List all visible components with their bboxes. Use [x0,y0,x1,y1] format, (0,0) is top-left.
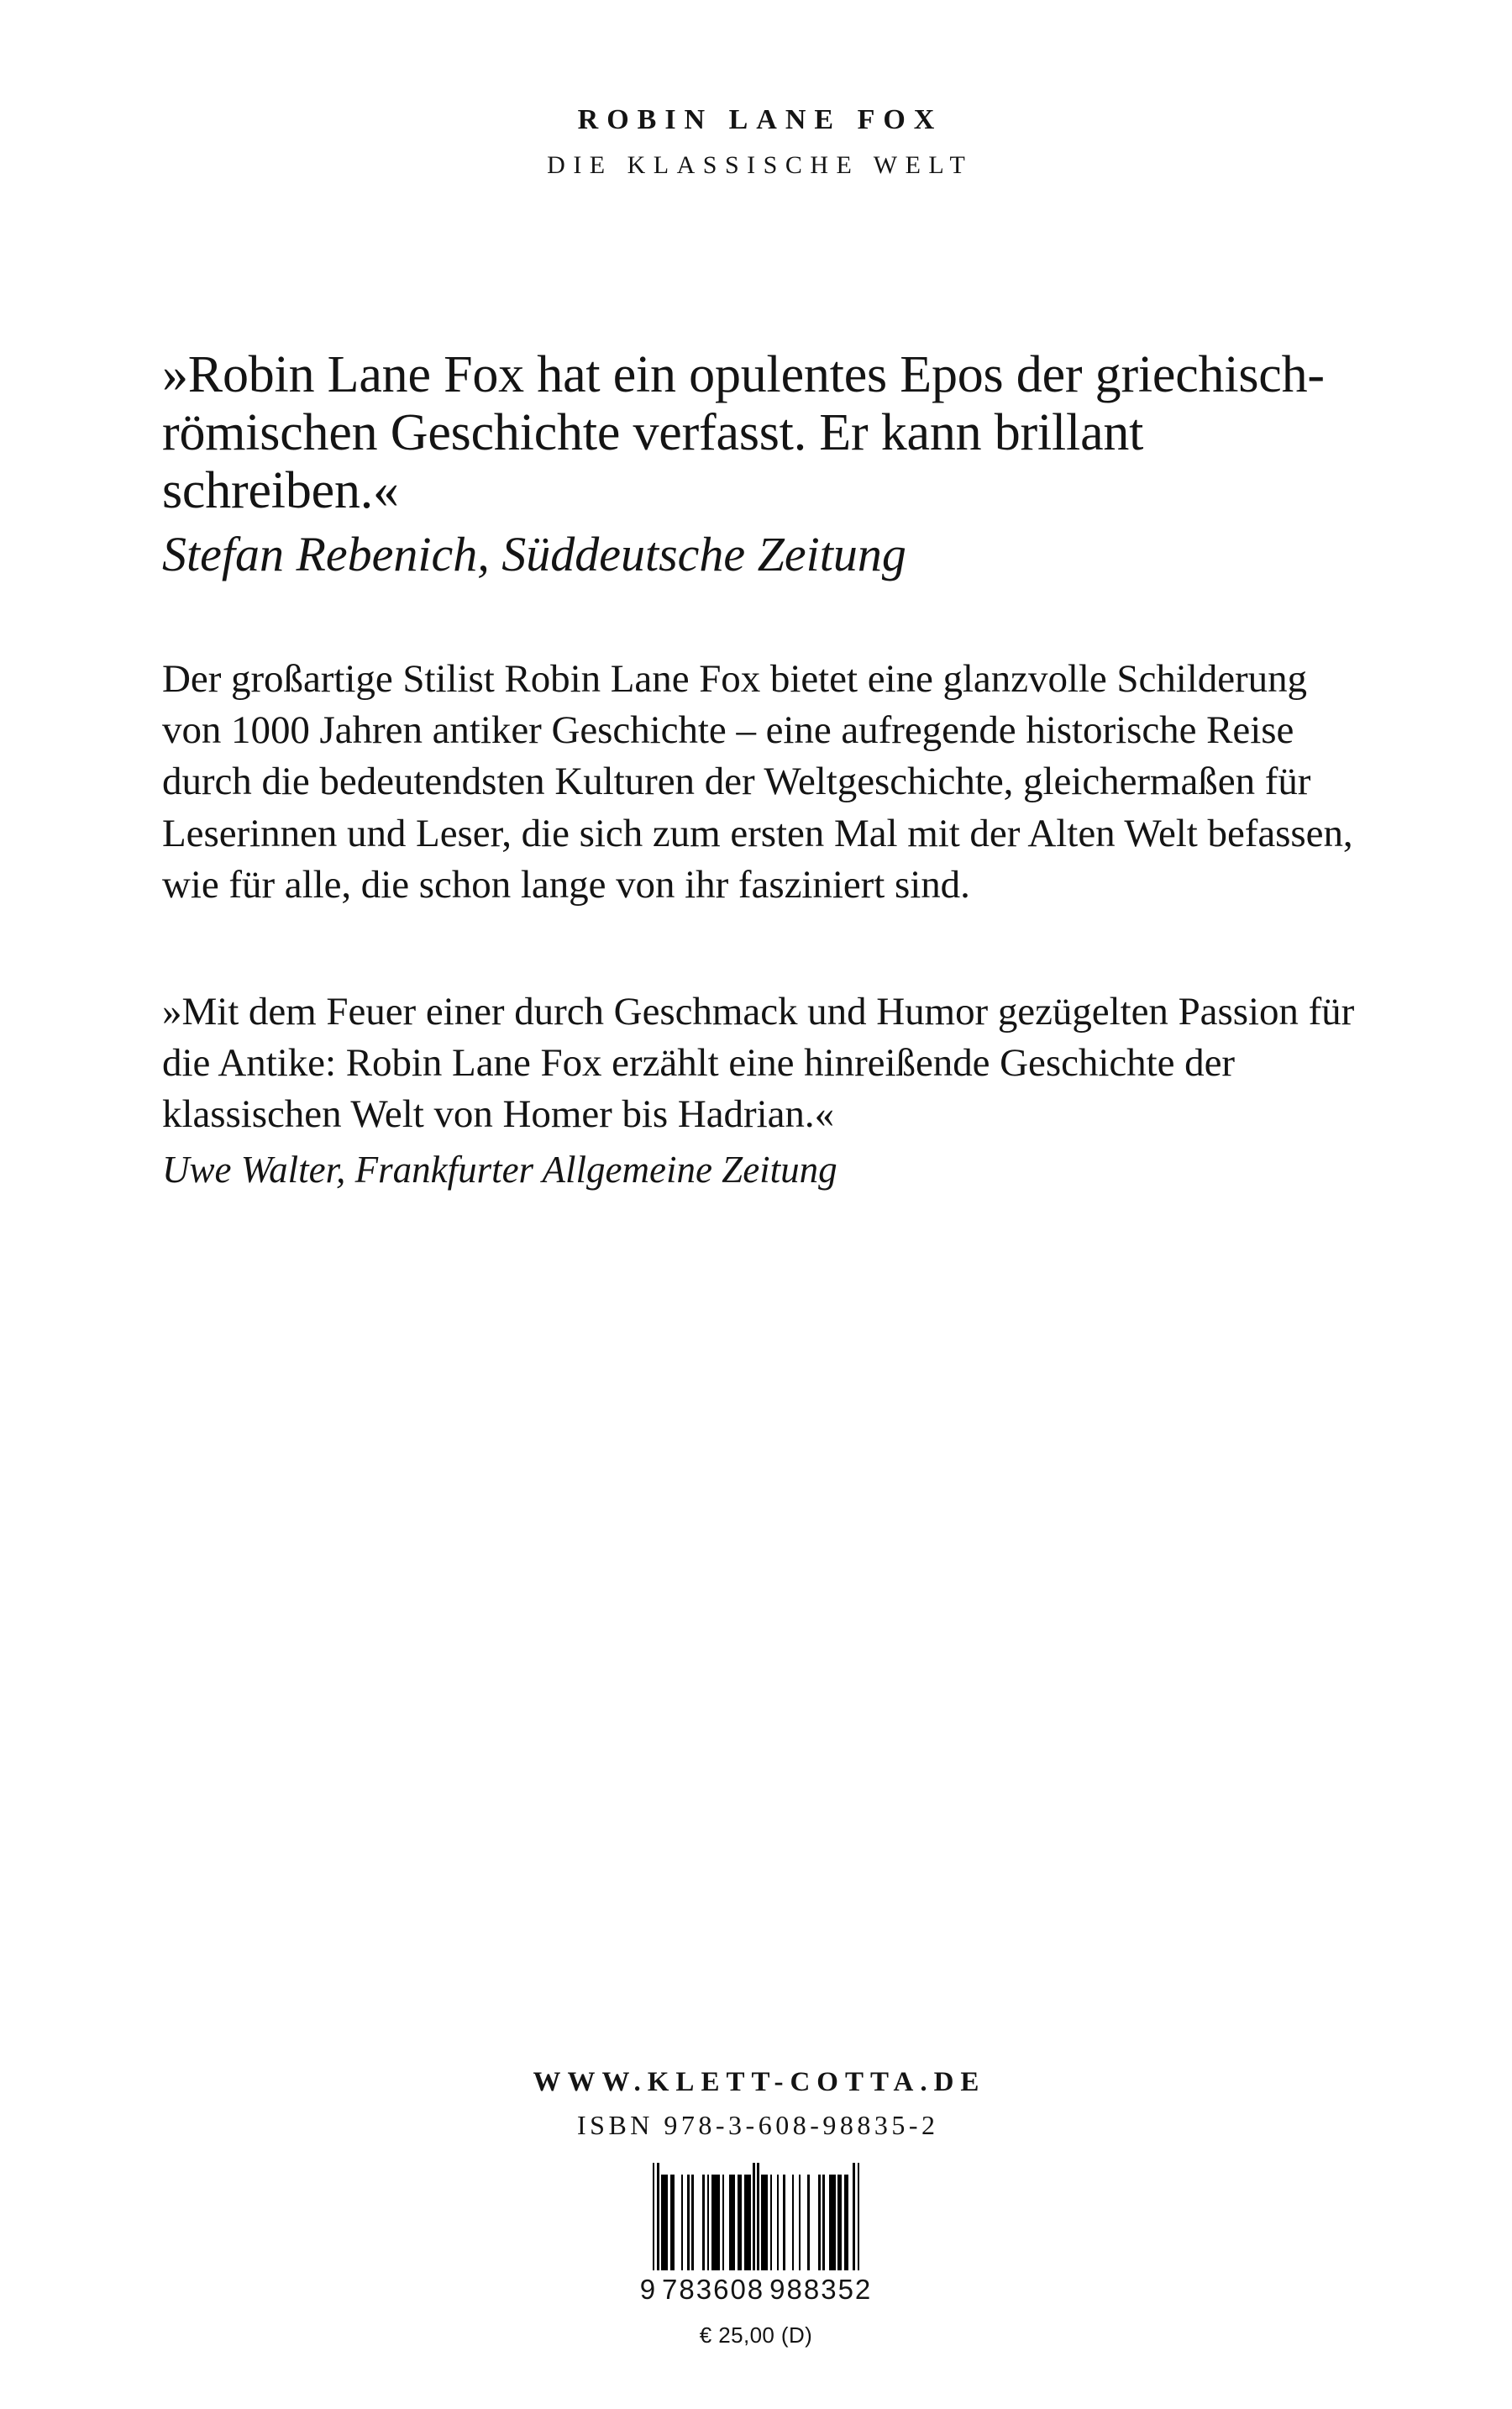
review-quote: »Mit dem Feuer einer durch Geschmack und Humor gezügelten Passion für die Antike: Robin Lane Fox erzählt eine hinreißende Geschichte der klassischen Welt von Homer bis Hadrian.« [162,989,1355,1136]
blurb-paragraph: Der großartige Stilist Robin Lane Fox bietet eine glanzvolle Schilderung von 1000 Jahren antiker Geschichte – eine aufregende historische Reise durch die bedeutendsten Kulturen der Weltgeschichte, gleichermaßen für Leserinnen und Leser, die sich zum ersten Mal mit der Alten Welt befassen, wie für alle, die schon lange von ihr fasziniert sind. [162,657,1353,907]
barcode-block [640,2163,873,2349]
pull-quote-attribution: Stefan Rebenich, Süddeutsche Zeitung [162,526,906,581]
pull-quote: »Robin Lane Fox hat ein opulentes Epos der griechisch-römischen Geschichte verfasst. Er kann brillant schreiben.« [162,345,1325,520]
cover-footer [0,2067,1512,2349]
barcode-digits-group-1: 783608 [662,2274,765,2305]
book-title: DIE KLASSISCHE WELT [547,150,974,179]
price-label: € 25,00 (D) [699,2322,813,2348]
cover-text-block [162,346,1355,1195]
author-name: ROBIN LANE FOX [577,104,943,135]
publisher-url[interactable]: WWW.KLETT-COTTA.DE [533,2067,986,2097]
ean13-barcode [653,2163,859,2270]
barcode-digit-left: 9 [639,2274,658,2305]
barcode-digits-group-2: 988352 [769,2274,873,2305]
isbn-text: ISBN 978-3-608-98835-2 [576,2110,939,2140]
review-attribution: Uwe Walter, Frankfurter Allgemeine Zeitung [162,1149,837,1191]
barcode-digits [640,2274,873,2306]
cover-header [539,103,974,181]
